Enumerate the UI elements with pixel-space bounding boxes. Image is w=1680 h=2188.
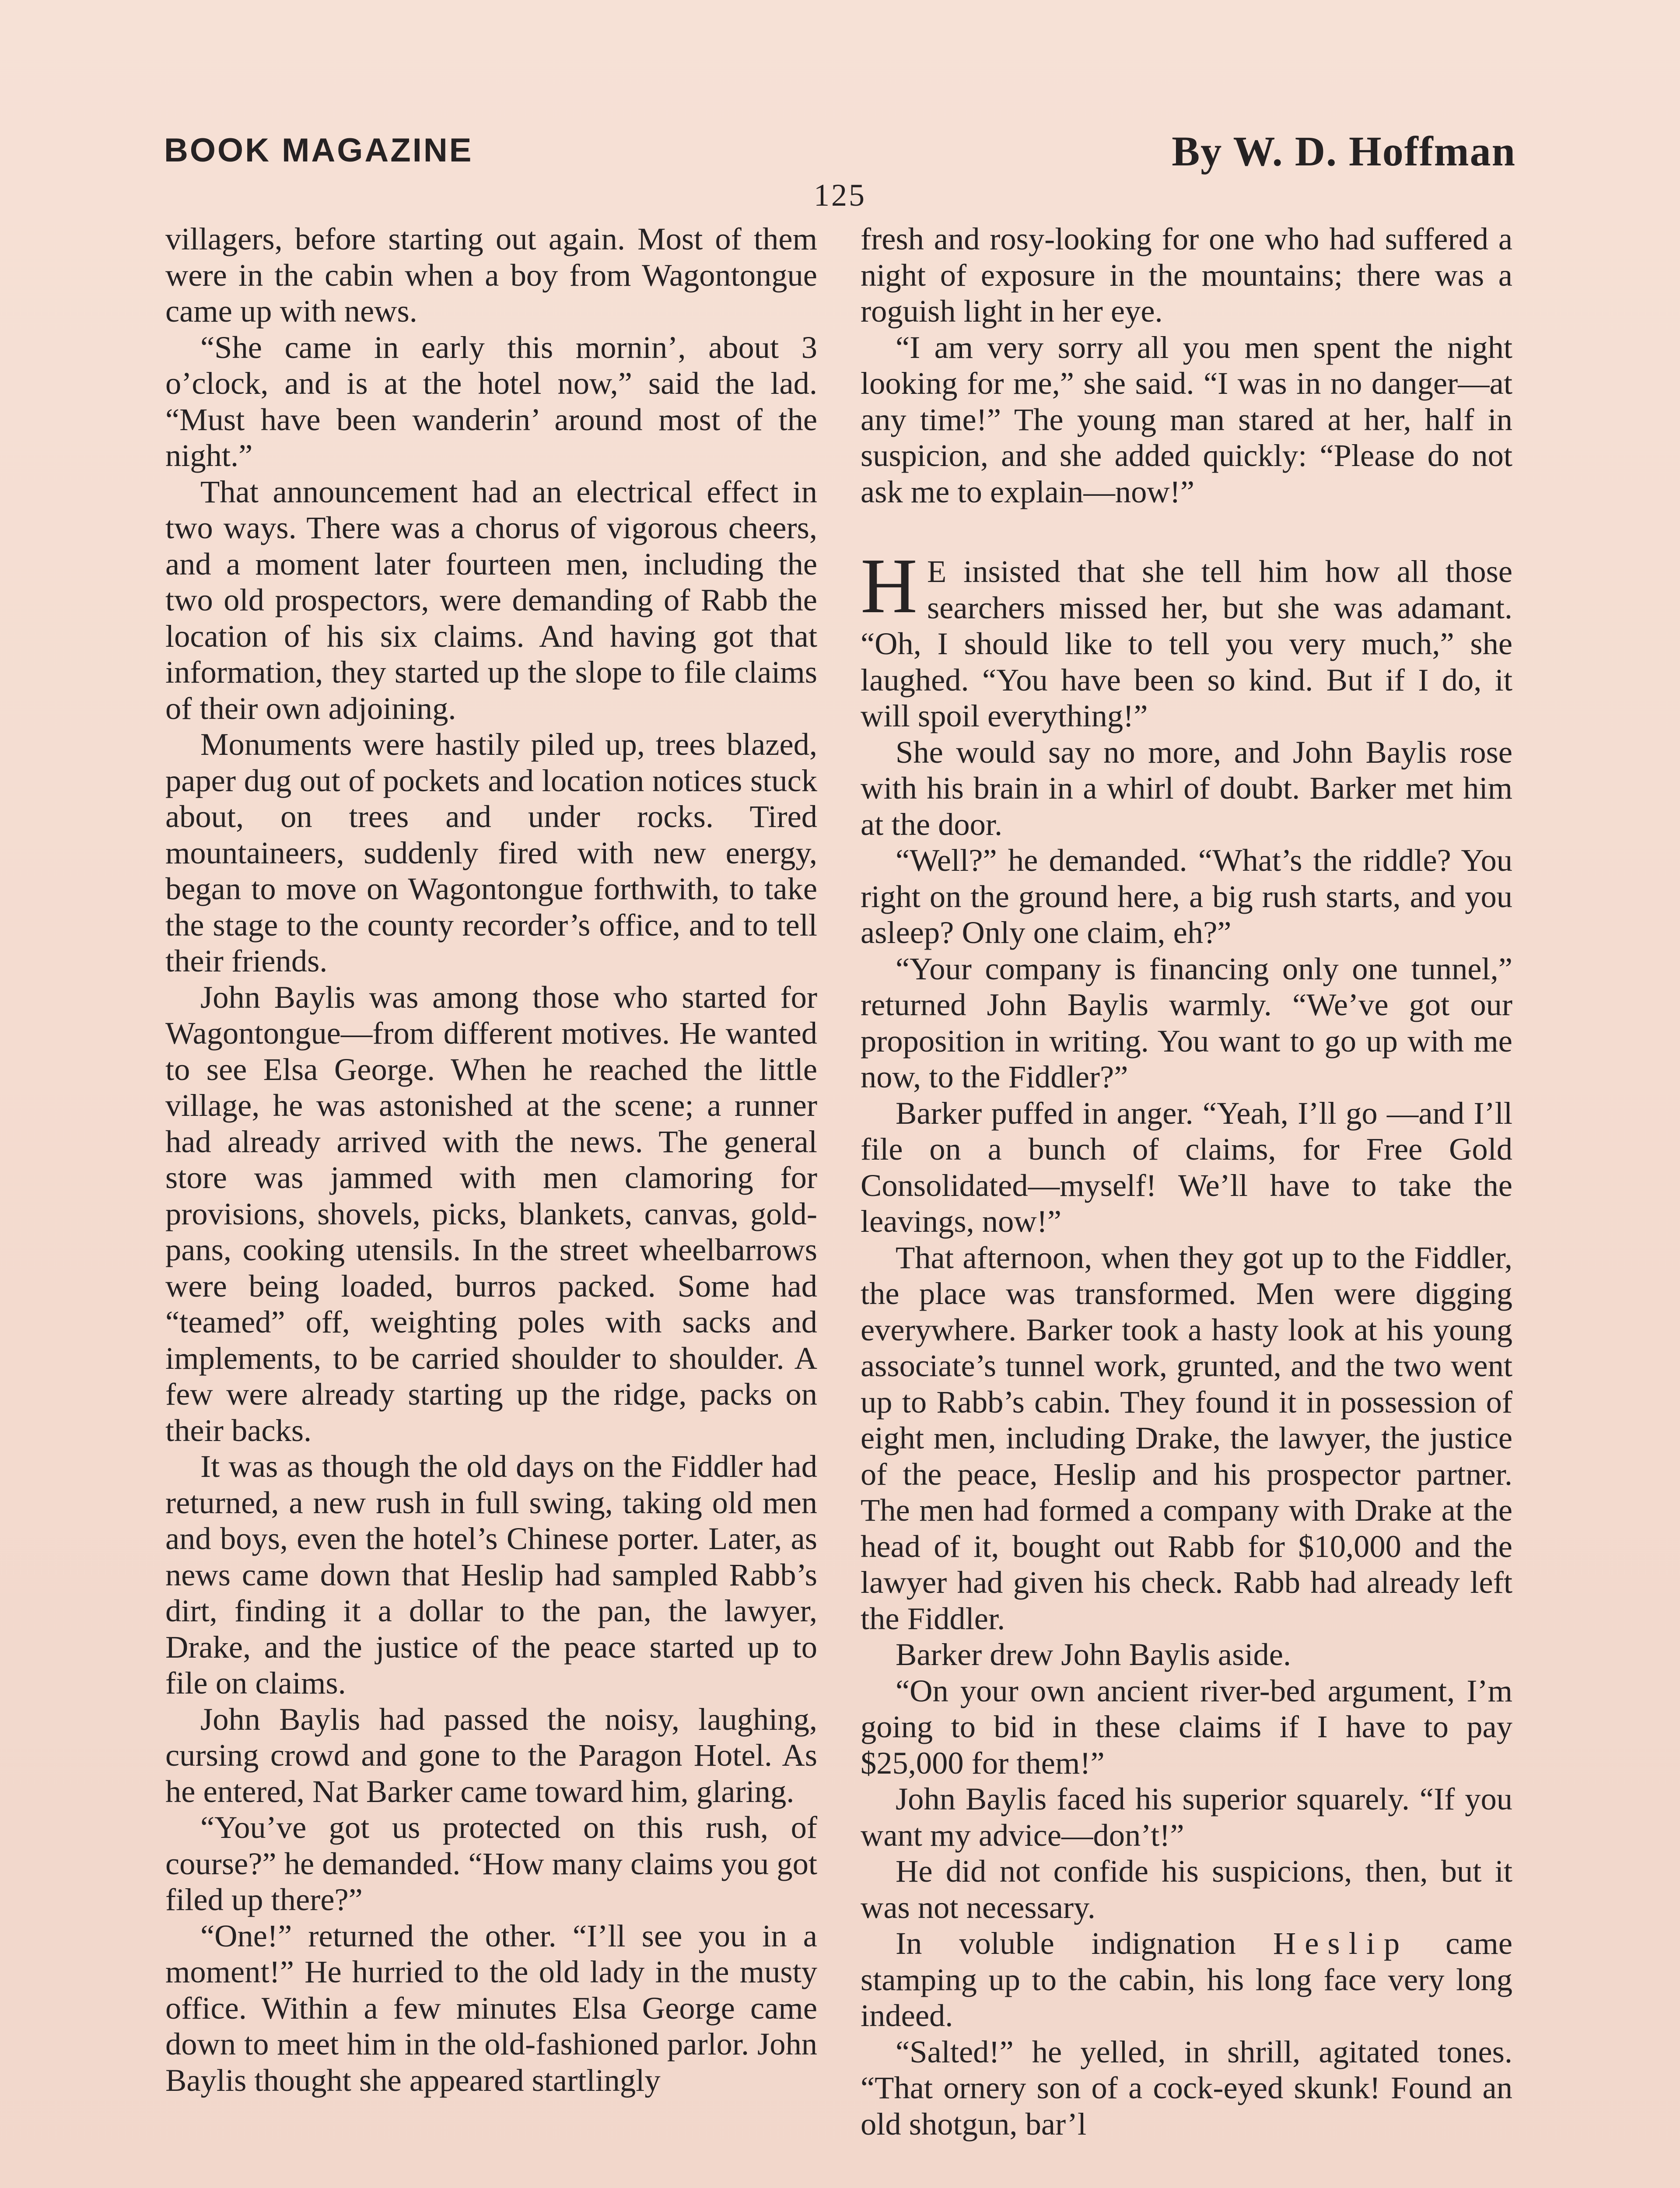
drop-cap-initial: H [861,542,917,629]
magazine-title: BOOK MAGAZINE [164,132,473,169]
paragraph: It was as though the old days on the Fiddler had returned, a new rush in full swing, taking old men and boys, even the hotel’s Chinese porter. Later, as news came down that Heslip had sampled Rabb’s dirt, finding it a dollar to the pan, the lawyer, Drake, and the justice of the peace started up to file on claims. [165,1448,817,1701]
paragraph: “You’ve got us protected on this rush, of course?” he demanded. “How many claims you got filed up there?” [165,1809,817,1917]
paragraph: Monuments were hastily piled up, trees blazed, paper dug out of pockets and location notices stuck about, on trees and under rocks. Tired mountaineers, suddenly fired with new energy, began to move on Wagontongue forthwith, to take the stage to the county recorder’s office, and to tell their friends. [165,726,817,978]
paragraph: “On your own ancient river-bed argument, I’m going to bid in these claims if I have to pay $25,000 for them!” [861,1673,1512,1781]
drop-cap-text: E insisted that she tell him how all those searchers missed her, but she was adamant. “Oh, I should like to tell you very much,” she laughed. “You have been so kind. But if I do, it will spoil everything!” [861,554,1512,733]
paragraph: That afternoon, when they got up to the Fiddler, the place was transformed. Men were digging everywhere. Barker took a hasty look at his young associate’s tunnel work, grunted, and the two went up to Rabb’s cabin. They found it in possession of eight men, including Drake, the lawyer, the justice of the peace, Heslip and his prospector partner. The men had formed a company with Drake at the head of it, bought out Rabb for $10,000 and the lawyer had given his check. Rabb had already left the Fiddler. [861,1239,1512,1636]
paragraph: “Well?” he demanded. “What’s the riddle? You right on the ground here, a big rush starts, and you asleep? Only one claim, eh?” [861,842,1512,950]
paragraph: “Your company is financing only one tunnel,” returned John Baylis warmly. “We’ve got our proposition in writing. You want to go up with me now, to the Fiddler?” [861,950,1512,1094]
section-break [861,510,1512,554]
paragraph: That announcement had an electrical effect in two ways. There was a chorus of vigorous cheers, and a moment later fourteen men, including the two old prospectors, were demanding of Rabb the location of his six claims. And having got that information, they started up the slope to file claims of their own adjoining. [165,473,817,726]
paragraph: John Baylis was among those who started for Wagontongue—from different motives. He wanted to see Elsa George. When he reached the little village, he was astonished at the scene; a runner had already arrived with the news. The general store was jammed with men clamoring for provisions, shovels, picks, blankets, canvas, gold-pans, cooking utensils. In the street wheelbarrows were being loaded, burros packed. Some had “teamed” off, weighting poles with sacks and implements, to be carried shoulder to shoulder. A few were already starting up the ridge, packs on their backs. [165,979,817,1448]
paragraph: She would say no more, and John Baylis rose with his brain in a whirl of doubt. Barker met him at the door. [861,734,1512,842]
paragraph: “I am very sorry all you men spent the night looking for me,” she said. “I was in no danger—at any time!” The young man stared at her, half in suspicion, and she added quickly: “Please do not ask me to explain—now!” [861,329,1512,509]
heslip-before: In voluble indignation [896,1925,1273,1961]
page-number: 125 [814,178,866,213]
paragraph: Barker puffed in anger. “Yeah, I’ll go —and I’ll file on a bunch of claims, for Free Gold Consolidated—myself! We’ll have to take the leavings, now!” [861,1095,1512,1239]
drop-cap-paragraph [861,542,1512,734]
heslip-after: came stamping up to the cabin, his long face very long indeed. [861,1925,1512,2033]
paragraph: John Baylis had passed the noisy, laughing, cursing crowd and gone to the Paragon Hotel. As he entered, Nat Barker came toward him, glaring. [165,1701,817,1809]
author-byline: By W. D. Hoffman [1172,128,1516,175]
paragraph: villagers, before starting out again. Most of them were in the cabin when a boy from Wagontongue came up with news. [165,221,817,329]
paragraph: fresh and rosy-looking for one who had suffered a night of exposure in the mountains; there was a roguish light in her eye. [861,221,1512,329]
paragraph: “She came in early this mornin’, about 3 o’clock, and is at the hotel now,” said the lad. “Must have been wanderin’ around most of the night.” [165,329,817,473]
paragraph: “Salted!” he yelled, in shrill, agitated tones. “That ornery son of a cock-eyed skunk! Found an old shotgun, bar’l [861,2034,1512,2142]
paragraph [861,1925,1512,2034]
paragraph: He did not confide his suspicions, then, but it was not necessary. [861,1853,1512,1925]
right-column [861,221,1512,2142]
paragraph: Barker drew John Baylis aside. [896,1637,1292,1672]
paragraph: “One!” returned the other. “I’ll see you in a moment!” He hurried to the old lady in the musty office. Within a few minutes Elsa George came down to meet him in the old-fashioned parlor. John Baylis thought she appeared startlingly [165,1918,817,2098]
left-column [165,221,817,2098]
heslip-name: Heslip [1273,1925,1409,1961]
paragraph: John Baylis faced his superior squarely. “If you want my advice—don’t!” [861,1781,1512,1853]
